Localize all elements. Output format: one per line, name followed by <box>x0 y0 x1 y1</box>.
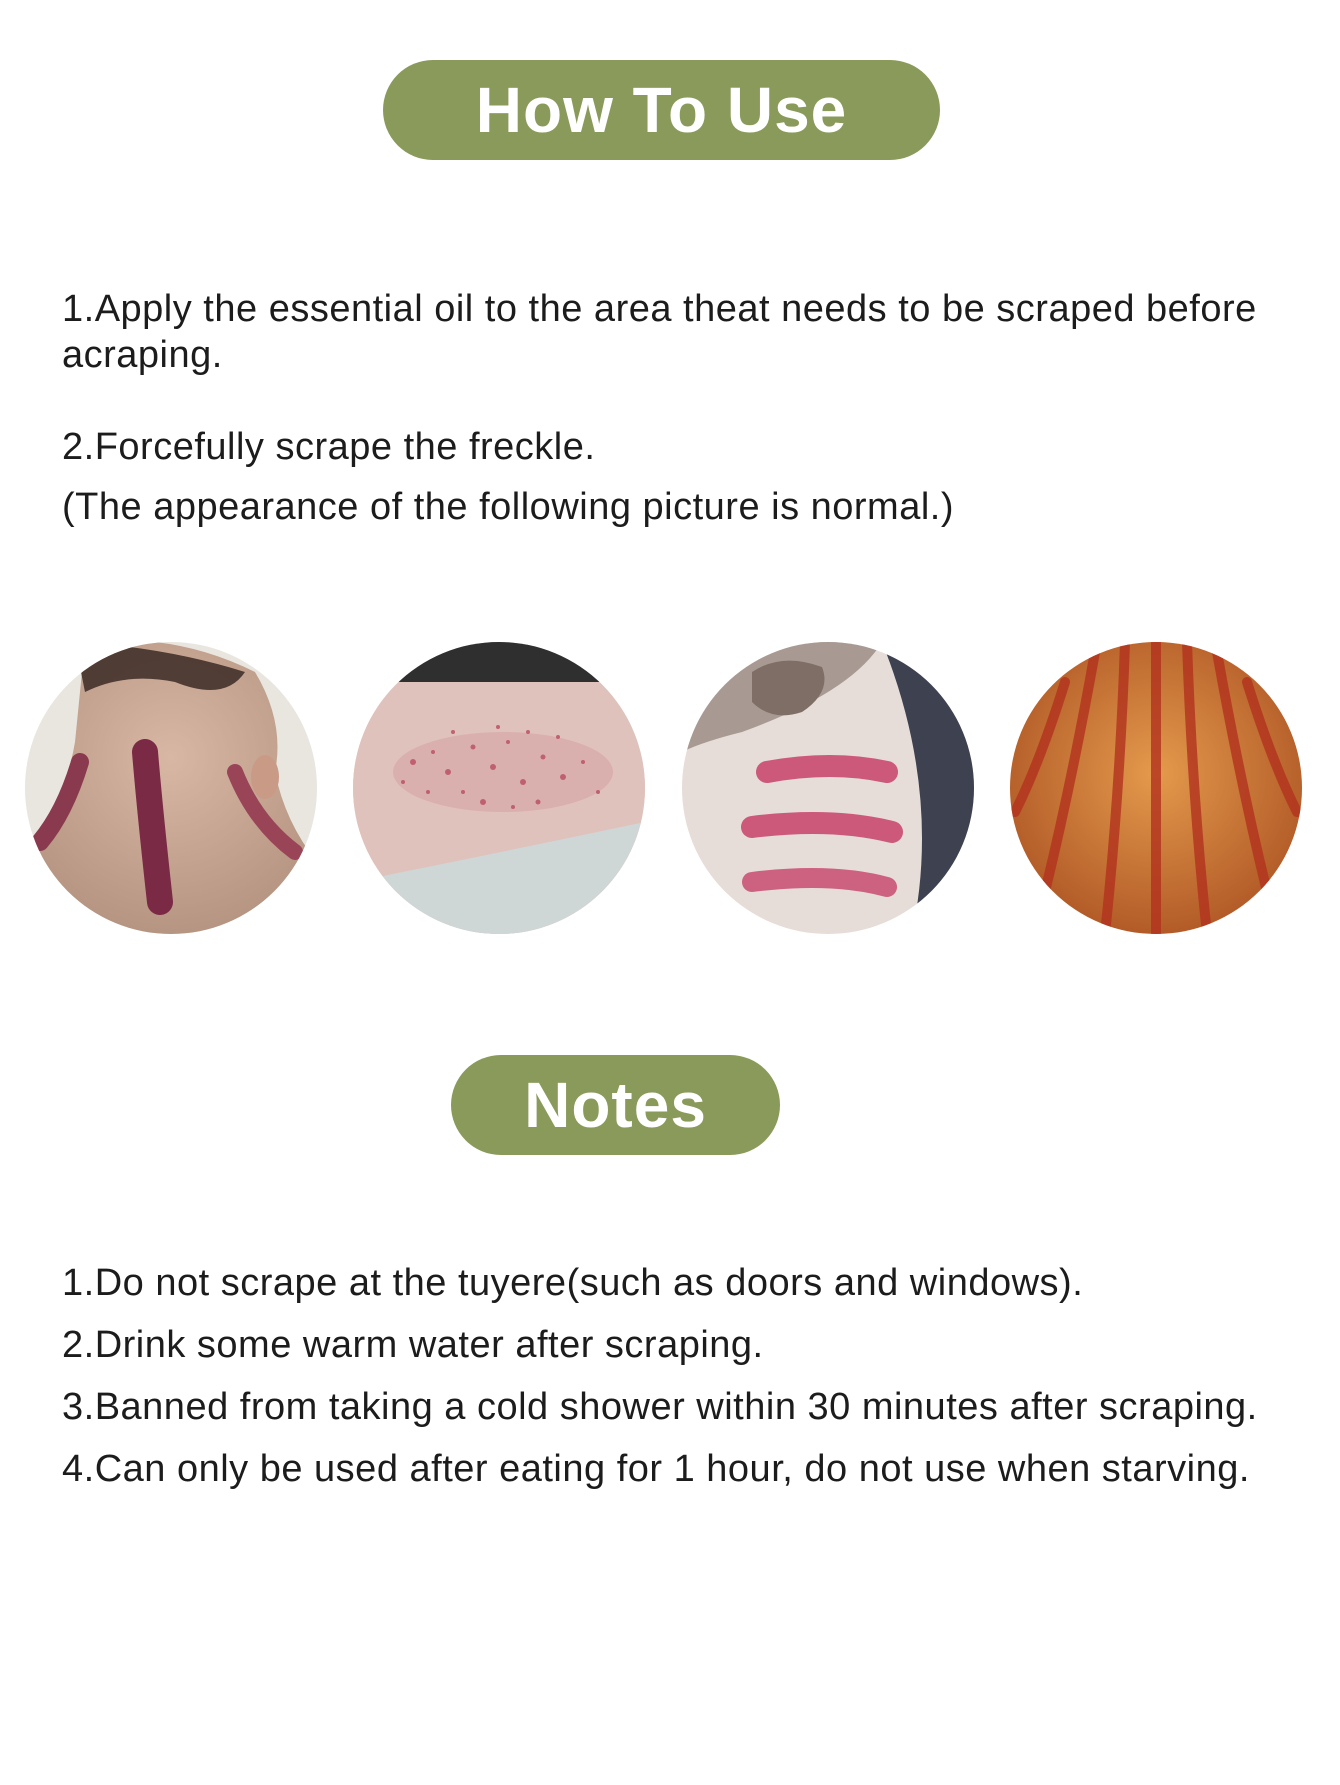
neck-scraping-photo <box>25 642 317 934</box>
note-item: 1.Do not scrape at the tuyere(such as doors and windows). <box>62 1262 1084 1304</box>
step-2-text: 2.Forcefully scrape the freckle. <box>62 426 596 468</box>
notes-title: Notes <box>524 1069 707 1141</box>
back-stripes-photo <box>682 642 974 934</box>
note-item: 2.Drink some warm water after scraping. <box>62 1324 764 1366</box>
step-1-text: 1.Apply the essential oil to the area theat needs to be scraped before acraping. <box>62 288 1257 377</box>
note-item: 3.Banned from taking a cold shower within 30 minutes after scraping. <box>62 1386 1258 1428</box>
back-lines-photo <box>1010 642 1302 934</box>
note-item: 4.Can only be used after eating for 1 hour, do not use when starving. <box>62 1448 1250 1490</box>
notes-heading <box>451 1055 780 1155</box>
step-2-note: (The appearance of the following picture is normal.) <box>62 486 955 528</box>
arm-scraping-photo <box>353 642 645 934</box>
notes-list <box>62 1252 1292 1500</box>
how-to-use-heading <box>383 60 940 160</box>
how-to-use-title: How To Use <box>475 74 848 146</box>
